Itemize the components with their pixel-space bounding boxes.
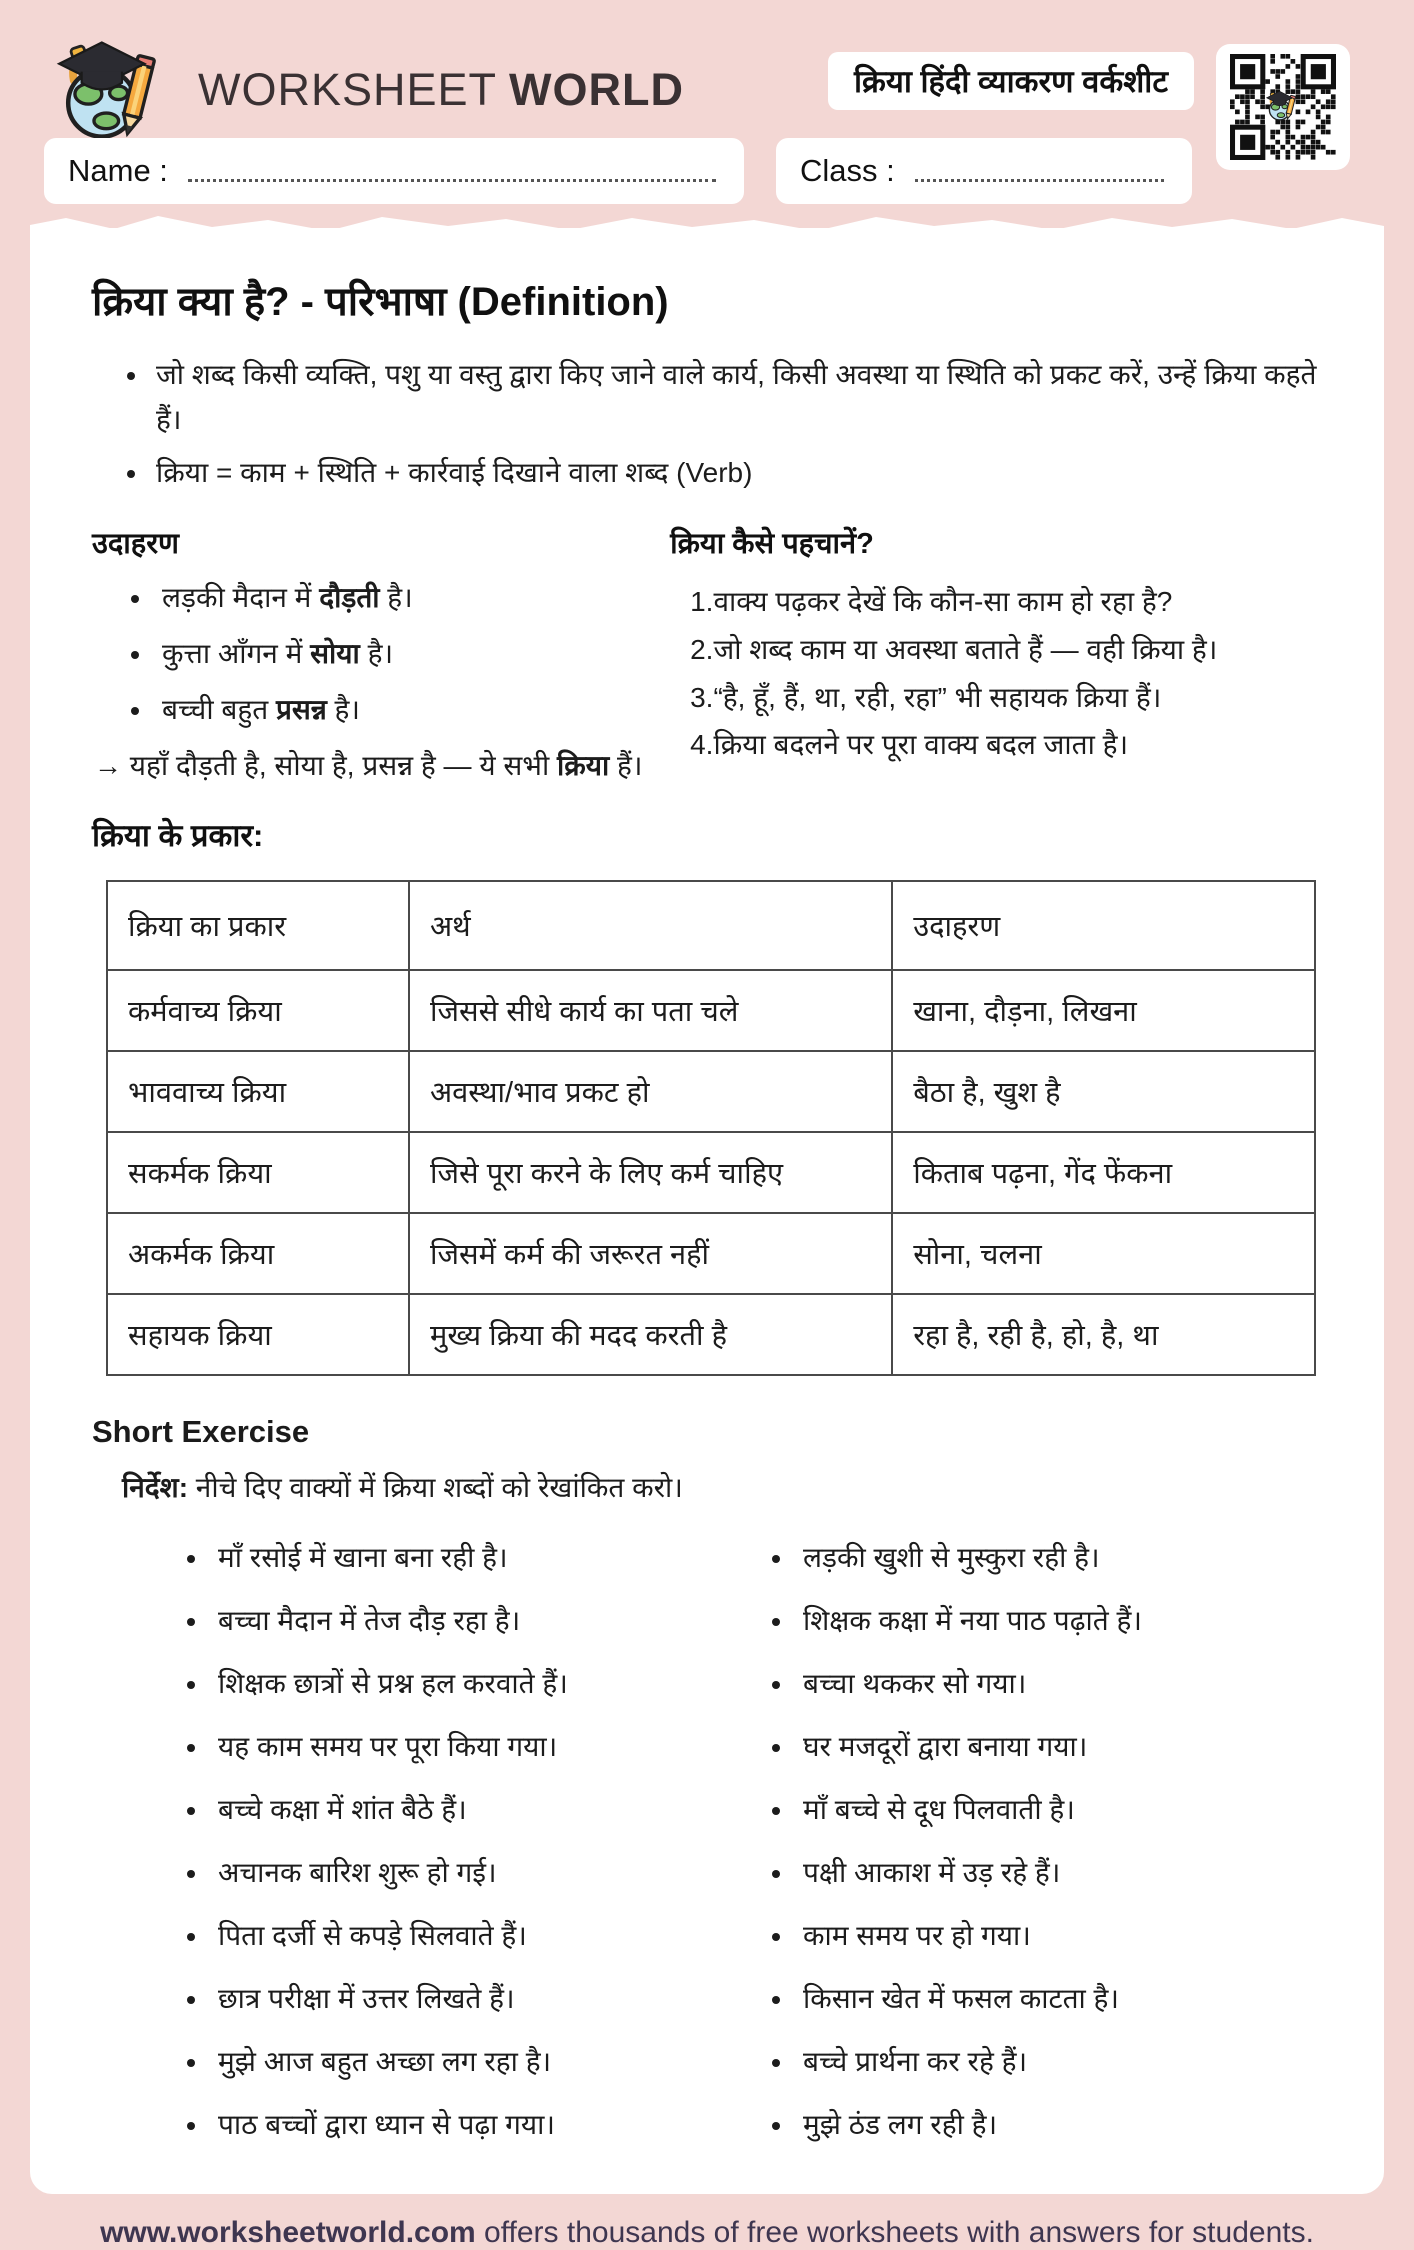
brand-name [198, 64, 684, 116]
example-item: • कुत्ता आँगन में सोया है। [154, 634, 670, 672]
verb-type: कर्मवाच्य क्रिया [107, 970, 409, 1051]
verb-example: सोना, चलना [892, 1213, 1315, 1294]
worksheet-body-card [30, 228, 1384, 2194]
exercise-sentence: • काम समय पर हो गया। [795, 1916, 1322, 1954]
table-row [107, 1132, 1315, 1213]
footer-url: www.worksheetworld.com [100, 2216, 476, 2250]
worksheet-topic-badge: क्रिया हिंदी व्याकरण वर्कशीट [828, 52, 1194, 110]
definition-bullet: • क्रिया = काम + स्थिति + कार्रवाई दिखाने वाला शब्द (Verb) [150, 451, 1322, 496]
qr-box [1216, 44, 1350, 170]
definition-list [150, 353, 1322, 495]
verb-example: किताब पढ़ना, गेंद फेंकना [892, 1132, 1315, 1213]
identify-item: 2.जो शब्द काम या अवस्था बताते हैं — वही क्रिया है। [690, 633, 1218, 665]
name-label: Name : [68, 152, 168, 188]
examples-heading: उदाहरण [92, 528, 180, 561]
name-input-line[interactable] [188, 152, 716, 182]
two-column-section [92, 517, 1322, 784]
exercise-sentence: • बच्चे प्रार्थना कर रहे हैं। [795, 2042, 1322, 2080]
exercise-sentence: • मुझे आज बहुत अच्छा लग रहा है। [210, 2042, 707, 2080]
exercise-sentence: • बच्चे कक्षा में शांत बैठे हैं। [210, 1790, 707, 1828]
verb-example: रहा है, रही है, हो, है, था [892, 1294, 1315, 1375]
exercise-sentence: • छात्र परीक्षा में उत्तर लिखते हैं। [210, 1979, 707, 2017]
class-label: Class : [800, 152, 895, 188]
verb-meaning: जिससे सीधे कार्य का पता चले [409, 970, 892, 1051]
exercise-sentence: • शिक्षक कक्षा में नया पाठ पढ़ाते हैं। [795, 1601, 1322, 1639]
table-row [107, 1213, 1315, 1294]
header [0, 0, 1414, 212]
table-row [107, 1051, 1315, 1132]
identify-list [690, 578, 1322, 768]
verb-type: अकर्मक क्रिया [107, 1213, 409, 1294]
verb-example: बैठा है, खुश है [892, 1051, 1315, 1132]
verb-meaning: अवस्था/भाव प्रकट हो [409, 1051, 892, 1132]
exercise-instruction: निर्देश: नीचे दिए वाक्यों में क्रिया शब्दों को रेखांकित करो। [122, 1472, 683, 1504]
name-field [44, 138, 744, 204]
identify-column [670, 517, 1322, 784]
exercise-left-column [92, 1538, 707, 2168]
class-field [776, 138, 1192, 204]
exercise-sentence: • माँ बच्चे से दूध पिलवाती है। [795, 1790, 1322, 1828]
examples-column [92, 517, 670, 784]
exercise-sentence: • घर मजदूरों द्वारा बनाया गया। [795, 1727, 1322, 1765]
verb-type: सकर्मक क्रिया [107, 1132, 409, 1213]
verb-types-heading: क्रिया के प्रकार: [92, 818, 264, 854]
verb-meaning: जिसे पूरा करने के लिए कर्म चाहिए [409, 1132, 892, 1213]
examples-list [154, 578, 670, 728]
exercise-sentence: • बच्चा मैदान में तेज दौड़ रहा है। [210, 1601, 707, 1639]
table-header-row [107, 881, 1315, 970]
exercise-left-list [210, 1538, 707, 2143]
exercise-sentence: • माँ रसोई में खाना बना रही है। [210, 1538, 707, 1576]
class-input-line[interactable] [915, 152, 1164, 182]
verb-type: सहायक क्रिया [107, 1294, 409, 1375]
short-exercise-heading: Short Exercise [92, 1414, 310, 1450]
exercise-columns [92, 1538, 1322, 2168]
examples-note: → यहाँ दौड़ती है, सोया है, प्रसन्न है — ये सभी क्रिया हैं। [94, 750, 643, 782]
verb-types-table [106, 880, 1316, 1376]
qr-center-logo-icon [1266, 90, 1300, 124]
definition-bullet: • जो शब्द किसी व्यक्ति, पशु या वस्तु द्वारा किए जाने वाले कार्य, किसी अवस्था या स्थिति को प्रकट करें, उन्हें क्रिया कहते हैं। [150, 353, 1322, 443]
exercise-sentence: • मुझे ठंड लग रही है। [795, 2105, 1322, 2143]
brand-name-light: WORKSHEET [198, 64, 498, 115]
verb-example: खाना, दौड़ना, लिखना [892, 970, 1315, 1051]
exercise-sentence: • पाठ बच्चों द्वारा ध्यान से पढ़ा गया। [210, 2105, 707, 2143]
exercise-sentence: • पिता दर्जी से कपड़े सिलवाते हैं। [210, 1916, 707, 1954]
table-row [107, 970, 1315, 1051]
example-item: • लड़की मैदान में दौड़ती है। [154, 578, 670, 616]
verb-type: भाववाच्य क्रिया [107, 1051, 409, 1132]
table-header-cell: क्रिया का प्रकार [107, 881, 409, 970]
example-item: • बच्ची बहुत प्रसन्न है। [154, 690, 670, 728]
exercise-right-list [795, 1538, 1322, 2143]
identify-item: 1.वाक्य पढ़कर देखें कि कौन-सा काम हो रहा है? [690, 586, 1173, 618]
footer-text: offers thousands of free worksheets with answers for students. [475, 2216, 1314, 2250]
verb-meaning: जिसमें कर्म की जरूरत नहीं [409, 1213, 892, 1294]
page-title: क्रिया क्या है? - परिभाषा (Definition) [92, 280, 669, 324]
identify-item: 4.क्रिया बदलने पर पूरा वाक्य बदल जाता है। [690, 729, 1129, 761]
table-row [107, 1294, 1315, 1375]
identify-heading: क्रिया कैसे पहचानें? [670, 528, 874, 561]
exercise-sentence: • पक्षी आकाश में उड़ रहे हैं। [795, 1853, 1322, 1891]
verb-meaning: मुख्य क्रिया की मदद करती है [409, 1294, 892, 1375]
table-header-cell: अर्थ [409, 881, 892, 970]
torn-paper-edge [30, 213, 1384, 245]
identify-item: 3.“है, हूँ, हैं, था, रही, रहा” भी सहायक क्रिया हैं। [690, 681, 1162, 713]
exercise-sentence: • अचानक बारिश शुरू हो गई। [210, 1853, 707, 1891]
exercise-sentence: • लड़की खुशी से मुस्कुरा रही है। [795, 1538, 1322, 1576]
brand-logo-icon [42, 38, 184, 150]
exercise-sentence: • यह काम समय पर पूरा किया गया। [210, 1727, 707, 1765]
footer [0, 2216, 1414, 2250]
exercise-sentence: • शिक्षक छात्रों से प्रश्न हल करवाते हैं। [210, 1664, 707, 1702]
brand-name-heavy: WORLD [509, 64, 684, 115]
exercise-right-column [707, 1538, 1322, 2168]
exercise-sentence: • किसान खेत में फसल काटता है। [795, 1979, 1322, 2017]
exercise-sentence: • बच्चा थककर सो गया। [795, 1664, 1322, 1702]
table-header-cell: उदाहरण [892, 881, 1315, 970]
